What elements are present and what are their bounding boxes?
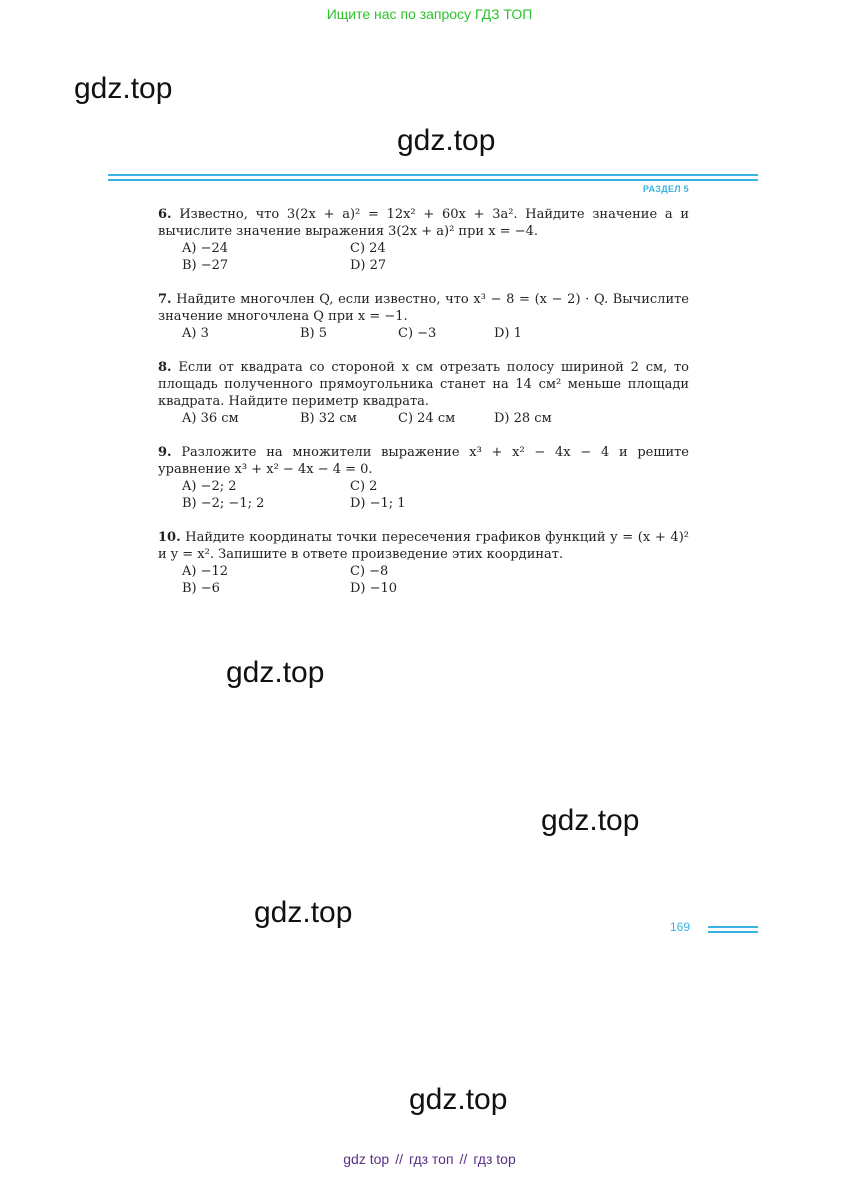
answer-option[interactable]: D) 1 [494,326,522,341]
answer-option[interactable]: C) 24 [350,241,386,256]
answer-option[interactable]: A) −2; 2 [182,479,237,494]
footer-separator: // [459,1151,468,1167]
answer-option[interactable]: D) 27 [350,258,387,273]
page-number: 169 [669,920,690,934]
footer-separator: // [395,1151,403,1167]
watermark: gdz.top [254,896,353,929]
task-body: Найдите координаты точки пересечения графиков функций y = (x + 4)² и y = x². Запишите в ответе произведение этих координат. [158,530,689,562]
task-text [158,359,689,410]
footer-rule-bottom [708,931,758,933]
watermark: gdz.top [226,656,325,689]
task-text [158,291,689,325]
footer-link[interactable]: гдз top [473,1151,516,1167]
task-number: 6. [158,207,172,222]
answer-option[interactable]: A) 36 см [182,411,239,426]
answer-option[interactable]: A) 3 [182,326,209,341]
task-number: 9. [158,445,172,460]
task-7 [158,291,689,342]
answer-option[interactable]: C) 2 [350,479,378,494]
task-6 [158,206,689,274]
task-list [158,206,689,614]
task-text [158,206,689,240]
header-rule-bottom [108,179,758,181]
task-10 [158,529,689,597]
watermark: gdz.top [409,1083,508,1116]
answer-option[interactable]: D) −1; 1 [350,496,406,511]
footer-link[interactable]: гдз топ [408,1151,454,1167]
task-9 [158,444,689,512]
answer-option[interactable]: B) −27 [182,258,229,273]
watermark: gdz.top [397,124,496,157]
task-number: 8. [158,360,172,375]
answer-option[interactable]: A) −24 [182,241,229,256]
task-number: 7. [158,292,172,307]
answer-option[interactable]: B) 5 [300,326,328,341]
answer-options [182,410,689,427]
footer-link[interactable]: gdz top [343,1151,390,1167]
header-rule-top [108,174,758,176]
task-body: Найдите многочлен Q, если известно, что x³ − 8 = (x − 2) · Q. Вычислите значение многочлена Q при x = −1. [158,292,689,324]
answer-option[interactable]: C) −8 [350,564,389,579]
watermark: gdz.top [541,804,640,837]
task-text [158,529,689,563]
task-body: Известно, что 3(2x + a)² = 12x² + 60x + 3a². Найдите значение a и вычислите значение выражения 3(2x + a)² при x = −4. [158,207,689,239]
answer-option[interactable]: A) −12 [182,564,229,579]
task-number: 10. [158,530,181,545]
section-label: РАЗДЕЛ 5 [643,184,689,194]
answer-option[interactable]: C) −3 [398,326,437,341]
answer-option[interactable]: D) −10 [350,581,398,596]
answer-options [182,563,689,597]
answer-option[interactable]: B) −6 [182,581,220,596]
answer-options [182,325,689,342]
answer-option[interactable]: C) 24 см [398,411,456,426]
footer-rule-top [708,926,758,928]
task-text [158,444,689,478]
task-8 [158,359,689,427]
answer-option[interactable]: B) 32 см [300,411,357,426]
answer-options [182,478,689,512]
watermark: gdz.top [74,72,173,105]
task-body: Разложите на множители выражение x³ + x² − 4x − 4 и решите уравнение x³ + x² − 4x − 4 = 0. [158,445,689,477]
answer-option[interactable]: D) 28 см [494,411,552,426]
answer-option[interactable]: B) −2; −1; 2 [182,496,265,511]
answer-options [182,240,689,274]
footer-links [0,1151,859,1167]
task-body: Если от квадрата со стороной x см отрезать полосу шириной 2 см, то площадь полученного прямоугольника станет на 14 см² меньше площади квадрата. Найдите периметр квадрата. [158,360,689,409]
top-search-hint[interactable]: Ищите нас по запросу ГДЗ ТОП [326,6,533,22]
